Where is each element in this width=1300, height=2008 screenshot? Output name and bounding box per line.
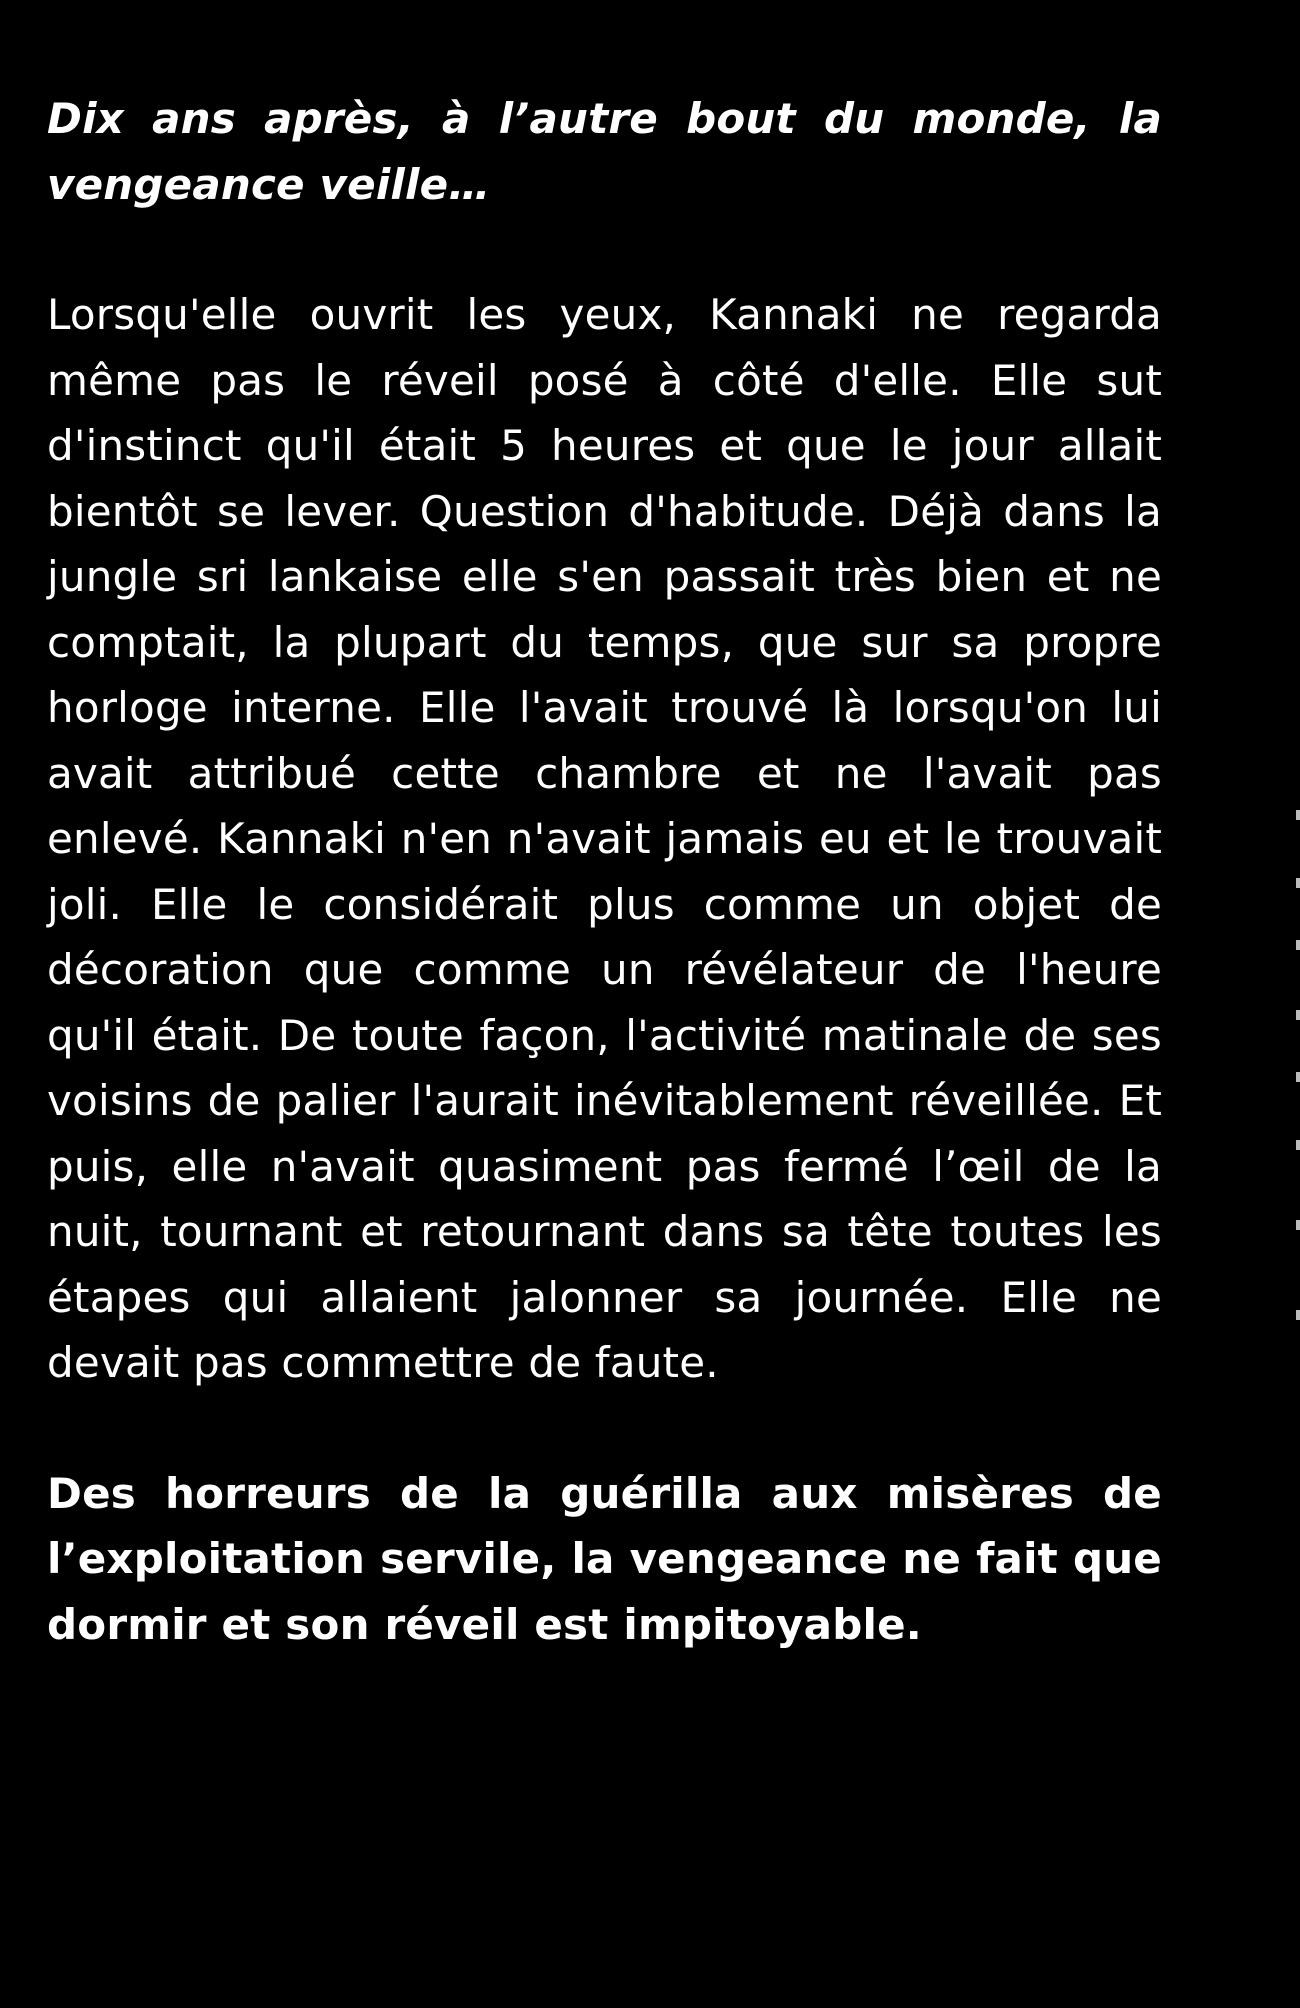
closing-blurb: Des horreurs de la guérilla aux misères de l’exploitation servile, la vengeance ne fait que dormir et son réveil est impitoyable.	[47, 1468, 1162, 1649]
body-paragraph: Lorsqu'elle ouvrit les yeux, Kannaki ne regarda même pas le réveil posé à côté d'elle. Elle sut d'instinct qu'il était 5 heures et que le jour allait bientôt se lever. Question d'habitude. Déjà dans la jungle sri lankaise elle s'en passait très bien et ne comptait, la plupart du temps, que sur sa propre horloge interne. Elle l'avait trouvé là lorsqu'on lui avait attribué cette chambre et ne l'avait pas enlevé. Kannaki n'en n'avait jamais eu et le trouvait joli. Elle le considérait plus comme un objet de décoration que comme un révélateur de l'heure qu'il était. De toute façon, l'activité matinale de ses voisins de palier l'aurait inévitablement réveillée. Et puis, elle n'avait quasiment pas fermé l’œil de la nuit, tournant et retournant dans sa tête toutes les étapes qui allaient jalonner sa journée. Elle ne devait pas commettre de faute.	[47, 290, 1162, 1387]
right-edge-cutoff-text	[1296, 810, 1300, 1330]
tagline: Dix ans après, à l’autre bout du monde, la vengeance veille…	[47, 94, 1162, 209]
book-excerpt	[47, 86, 1162, 1657]
